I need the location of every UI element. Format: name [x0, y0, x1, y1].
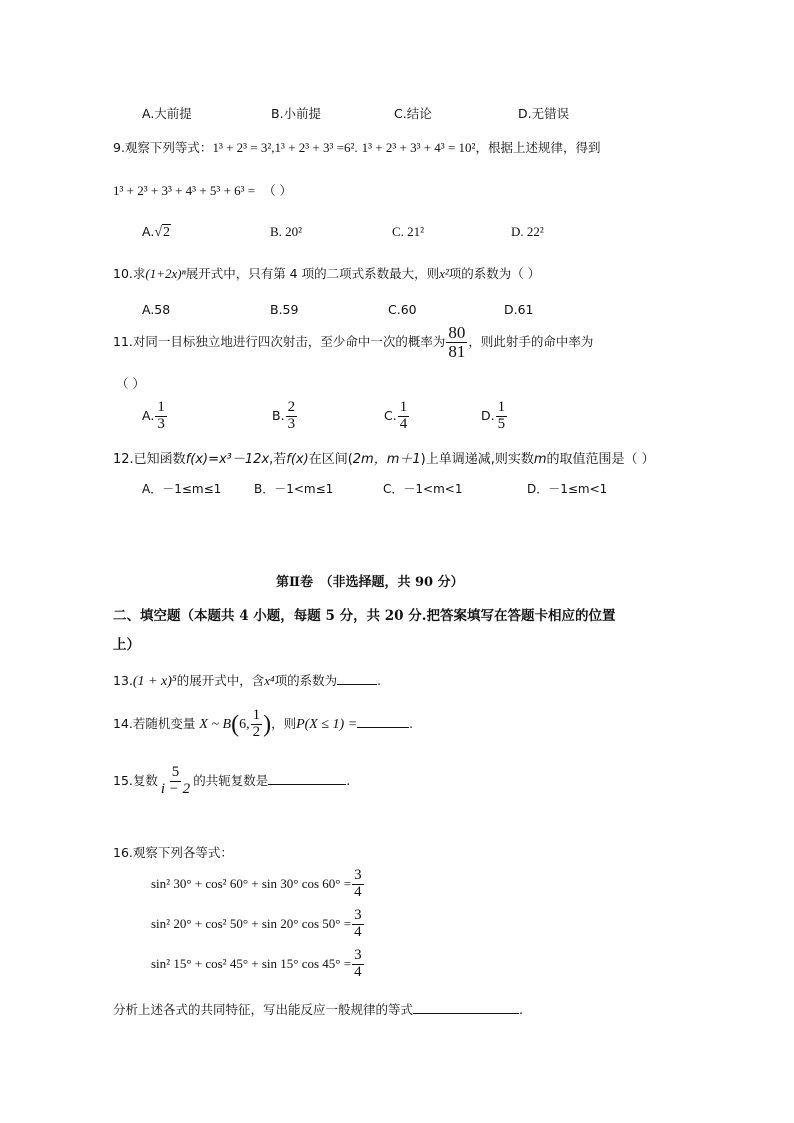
q9-answer-paren: （ ）: [263, 183, 293, 198]
q16-equation-3-lhs: sin² 15° + cos² 45° + sin 15° cos 45° =: [151, 955, 352, 971]
q11-option-d: [481, 400, 508, 433]
q10-stem: [113, 264, 540, 282]
denominator: 5: [497, 415, 506, 432]
q14-mid: ，则: [271, 715, 297, 731]
numerator: 3: [354, 867, 362, 883]
q13-suffix: 项的系数为: [274, 673, 338, 688]
q12-option-d: D．－1≤m<1: [527, 482, 608, 496]
numerator: 1: [399, 399, 408, 415]
q14-prefix: 14.若随机变量: [113, 715, 196, 731]
q13-expression: (1 + x)⁵: [132, 674, 177, 689]
q9-line2: [113, 181, 292, 199]
q10-expression: (1+2x)ⁿ: [145, 266, 186, 281]
q9-eq2: 1³ + 2³ + 3³ =6².: [274, 140, 358, 155]
q14-probability: P(X ≤ 1) =: [296, 716, 358, 732]
q8-option-a: A.大前提: [142, 106, 192, 121]
q9-option-d: D. 22²: [511, 224, 544, 239]
q13-end: .: [377, 673, 382, 688]
q15-prefix: 15.复数: [113, 772, 158, 788]
q12-interval: 2m，m＋1: [352, 452, 421, 467]
q12-text-b: ,若: [269, 452, 287, 467]
q12-function-ref: f(x): [286, 452, 309, 467]
q9-option-a-label: A.: [142, 224, 155, 239]
q12-text-c: 在区间(: [308, 452, 353, 467]
q16-conclusion-text: 分析上述各式的共同特征，写出能反应一般规律的等式: [113, 1002, 414, 1017]
denominator: 2: [252, 723, 261, 740]
fill-in-heading-line1: 二、填空题（本题共 4 小题，每题 5 分，共 20 分.把答案填写在答题卡相应的位置: [113, 608, 616, 624]
q10-option-b: B.59: [270, 302, 299, 317]
q12-text-d: )上单调递减,则实数: [420, 452, 534, 467]
q16-equation-3-fraction: [352, 948, 364, 981]
q11-option-b-label: B.: [272, 407, 285, 423]
q16-equation-1: [151, 868, 365, 901]
q16-equation-2-fraction: [352, 908, 364, 941]
q15-suffix: 的共轭复数是: [193, 772, 269, 788]
q8-option-c: C.结论: [394, 106, 432, 121]
section-2-title: 第Ⅱ卷 （非选择题，共 90 分）: [276, 575, 464, 590]
q15-end: .: [346, 772, 351, 788]
q8-option-b: B.小前提: [271, 106, 322, 121]
q10-mid: 展开式中，只有第 4 项的二项式系数最大，则: [185, 266, 440, 281]
q16-conclusion: [113, 1000, 523, 1018]
q10-prefix: 10.求: [113, 266, 146, 281]
q8-option-d: D.无错误: [518, 106, 570, 121]
q16-answer-blank[interactable]: [413, 1001, 519, 1014]
q11-option-a: [142, 400, 168, 433]
numerator: 1: [252, 707, 261, 723]
numerator: 1: [497, 399, 506, 415]
q11-prefix: 11.对同一目标独立地进行四次射击，至少命中一次的概率为: [113, 333, 446, 349]
denominator: 4: [354, 923, 362, 940]
q12-option-b: B．－1<m≤1: [254, 482, 334, 496]
q16-equation-1-lhs: sin² 30° + cos² 60° + sin 30° cos 60° =: [151, 875, 352, 891]
denominator: 3: [157, 415, 165, 432]
q11-option-d-label: D.: [481, 407, 495, 423]
q12-option-c: C．－1<m<1: [383, 482, 463, 496]
q10-option-a: A.58: [142, 302, 171, 317]
q11-option-c: [384, 400, 410, 433]
q14-end: .: [409, 715, 414, 731]
q11-option-b-fraction: [286, 400, 298, 433]
q15-fraction: [159, 765, 192, 798]
numerator: 3: [354, 947, 362, 963]
q11-option-a-label: A.: [142, 407, 155, 423]
q9-suffix: ，根据上述规律，得到: [475, 140, 601, 155]
q11-option-a-fraction: [155, 400, 167, 433]
q15-answer-blank[interactable]: [268, 772, 346, 785]
q10-suffix: 项的系数为（ ）: [448, 266, 541, 281]
numerator: 2: [287, 399, 296, 415]
q14-param-n: 6,: [239, 716, 250, 732]
q11-fraction-numerator: 80: [448, 323, 466, 342]
q9-option-b: B. 20²: [270, 224, 303, 239]
q11-fraction: [446, 324, 467, 361]
q11-fraction-denominator: 81: [448, 341, 466, 361]
q14-answer-blank[interactable]: [357, 715, 409, 728]
sqrt-icon: √: [154, 225, 162, 240]
q13-answer-blank[interactable]: [337, 672, 377, 685]
left-paren-icon: (: [231, 711, 240, 738]
q11-option-c-fraction: [398, 400, 410, 433]
q9-eq3: 1³ + 2³ + 3³ + 4³ = 10²: [361, 140, 476, 155]
q13-mid: 的展开式中，含: [176, 673, 265, 688]
q12-text-e: 的取值范围是（ ）: [546, 452, 655, 467]
q13-stem: [113, 671, 381, 690]
q11-stem: [113, 324, 593, 361]
q12-text-a: 12.已知函数: [113, 452, 186, 467]
denominator: 3: [287, 415, 296, 432]
q16-end: .: [519, 1002, 523, 1017]
q9-option-a-radicand: 2: [163, 225, 170, 240]
q9-eq1: 1³ + 2³ = 3²,: [212, 140, 275, 155]
denominator: 4: [354, 883, 362, 900]
q12-function: f(x)=x³－12x: [185, 452, 270, 467]
numerator: 5: [171, 764, 180, 780]
right-paren-icon: ): [263, 711, 272, 738]
q10-term: x²: [439, 266, 449, 281]
q11-suffix: ，则此射手的命中率为: [468, 333, 594, 349]
q14-fraction: [251, 708, 263, 741]
q16-equation-2-lhs: sin² 20° + cos² 50° + sin 20° cos 50° =: [151, 915, 352, 931]
q9-sum-expression: 1³ + 2³ + 3³ + 4³ + 5³ + 6³ =: [113, 183, 256, 198]
q14-stem: [113, 708, 413, 741]
q11-answer-paren: （ ）: [116, 376, 145, 391]
q9-stem: [113, 138, 600, 156]
q16-equation-3: [151, 948, 365, 981]
q11-option-b: [272, 400, 298, 433]
q14-distribution: X ~ B: [199, 716, 232, 732]
q16-equation-2: [151, 908, 365, 941]
denominator: 4: [399, 415, 408, 432]
q15-stem: [113, 765, 350, 798]
q12-option-a: A．－1≤m≤1: [142, 482, 222, 496]
fill-in-heading-line2: 上）: [113, 637, 140, 653]
q16-equation-1-fraction: [352, 868, 364, 901]
q13-prefix: 13.: [113, 673, 133, 688]
q11-option-c-label: C.: [384, 407, 397, 423]
q11-option-d-fraction: [496, 400, 508, 433]
q10-option-c: C.60: [388, 302, 417, 317]
q12-variable-m: m: [533, 452, 547, 467]
denominator: i − 2: [160, 780, 191, 797]
denominator: 4: [354, 963, 362, 980]
q9-prefix: 9.观察下列等式：: [113, 140, 213, 155]
q12-stem: [113, 448, 655, 467]
q9-option-a: [142, 224, 171, 241]
q16-intro: 16.观察下列各等式：: [113, 845, 233, 860]
q10-option-d: D.61: [504, 302, 534, 317]
numerator: 3: [354, 907, 362, 923]
q9-option-c: C. 21²: [392, 224, 425, 239]
numerator: 1: [157, 399, 165, 415]
q13-term: x⁴: [264, 673, 275, 688]
